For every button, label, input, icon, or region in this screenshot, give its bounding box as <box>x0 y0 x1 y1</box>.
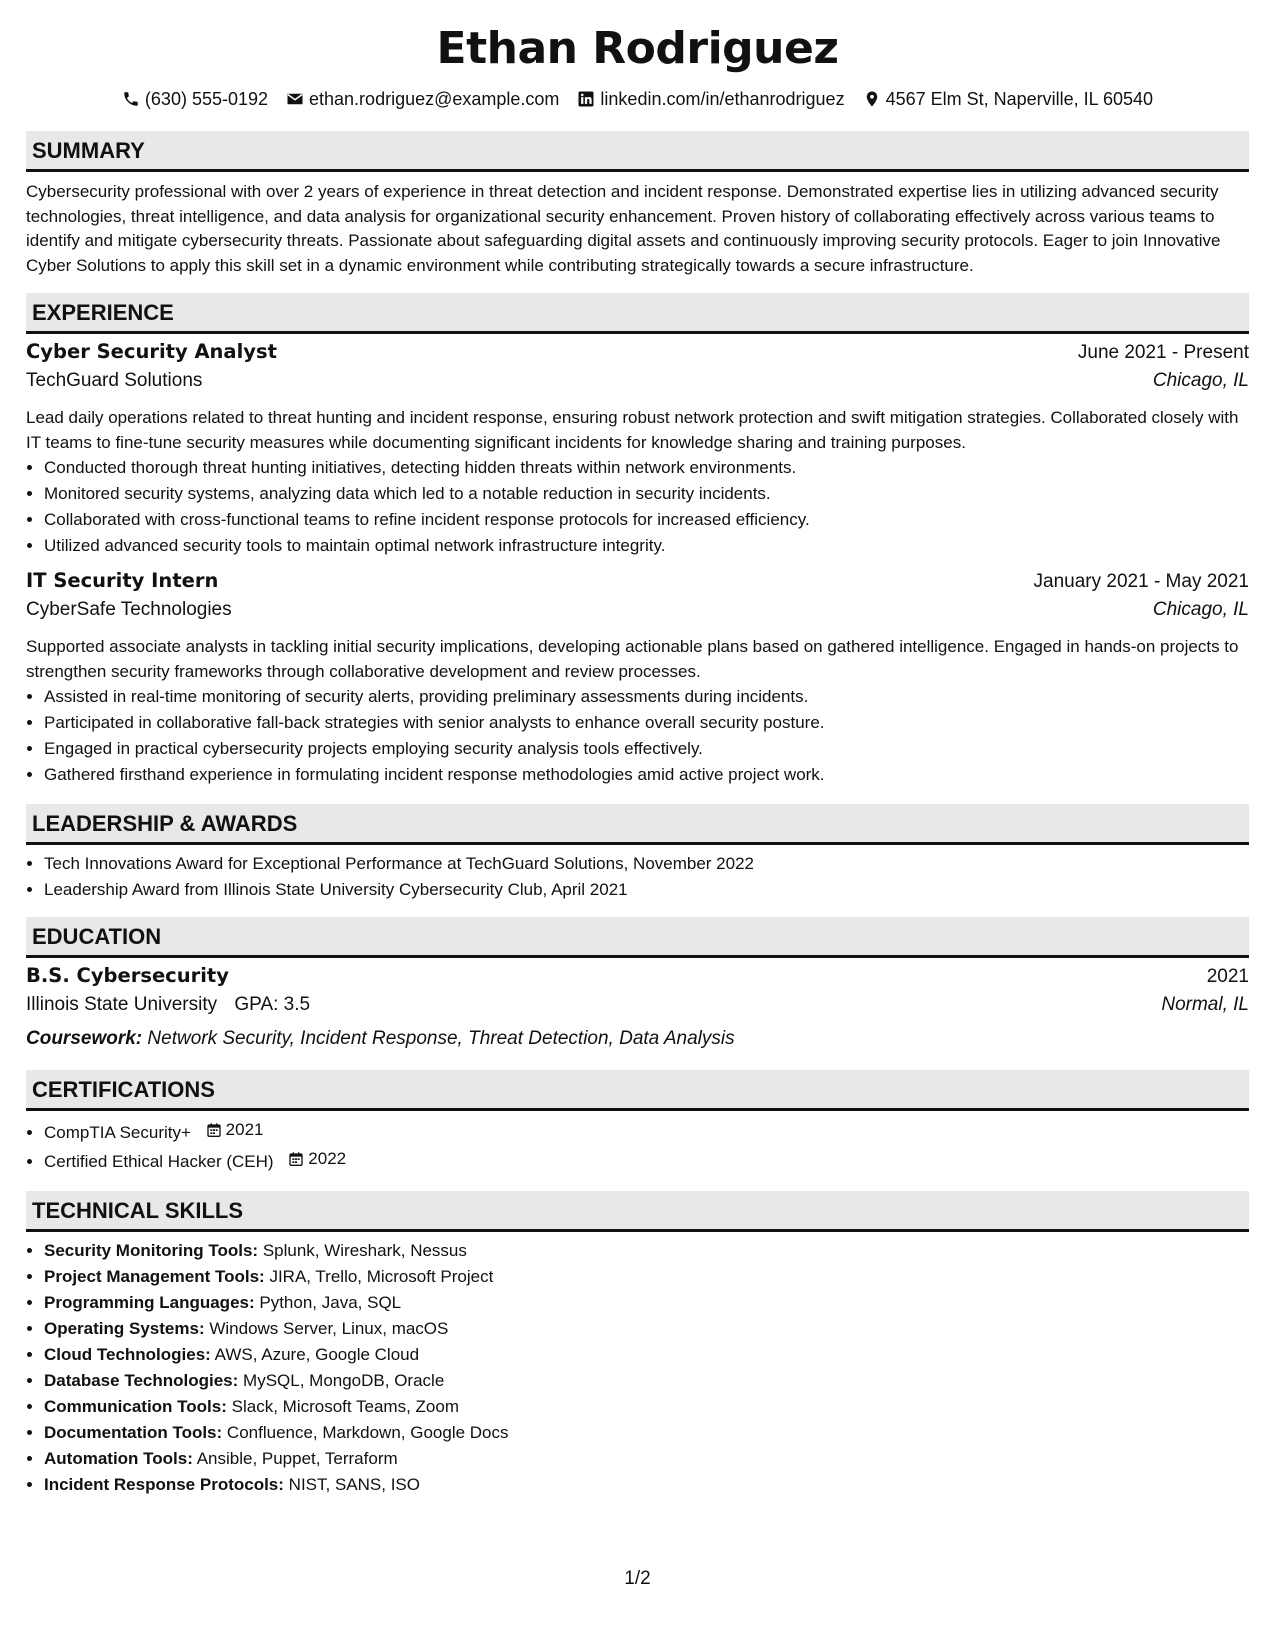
list-item <box>44 1264 1249 1290</box>
list-item: • Tech Innovations Award for Exceptional Performance at TechGuard Solutions, November 2022 <box>44 851 1249 877</box>
skill-value: JIRA, Trello, Microsoft Project <box>269 1267 494 1286</box>
list-item <box>44 1394 1249 1420</box>
contact-linkedin[interactable] <box>577 89 844 110</box>
job-bullets <box>26 455 1249 559</box>
calendar-icon <box>288 1151 304 1167</box>
coursework-list: Network Security, Incident Response, Threat Detection, Data Analysis <box>147 1028 735 1049</box>
list-item <box>44 1146 1249 1175</box>
skill-label: Programming Languages: <box>44 1293 255 1312</box>
certifications-list <box>26 1117 1249 1175</box>
graduation-year: 2021 <box>1206 966 1249 987</box>
list-item <box>44 1117 1249 1146</box>
gpa: GPA: 3.5 <box>234 994 311 1015</box>
section-header-certifications: CERTIFICATIONS <box>26 1070 1249 1111</box>
list-item <box>44 1316 1249 1342</box>
section-header-summary: SUMMARY <box>26 131 1249 172</box>
list-item <box>44 1446 1249 1472</box>
skill-value: Windows Server, Linux, macOS <box>209 1319 449 1338</box>
list-item: • Leadership Award from Illinois State University Cybersecurity Club, April 2021 <box>44 877 1249 903</box>
email-text[interactable]: ethan.rodriguez@example.com <box>309 88 560 109</box>
section-header-leadership: LEADERSHIP & AWARDS <box>26 804 1249 845</box>
skill-value: NIST, SANS, ISO <box>288 1475 420 1494</box>
list-item: • Conducted thorough threat hunting initiatives, detecting hidden threats within network environments. <box>44 455 1249 481</box>
job-company: TechGuard Solutions <box>26 370 203 391</box>
map-pin-icon <box>863 90 881 108</box>
skill-label: Cloud Technologies: <box>44 1345 211 1364</box>
job-title: IT Security Intern <box>26 569 219 592</box>
school-location: Normal, IL <box>1161 994 1249 1015</box>
phone-text: (630) 555-0192 <box>144 88 269 109</box>
skill-value: Splunk, Wireshark, Nessus <box>262 1241 467 1260</box>
linkedin-icon <box>577 90 595 108</box>
section-header-experience: EXPERIENCE <box>26 293 1249 334</box>
summary-text: Cybersecurity professional with over 2 years of experience in threat detection and incident response. Demonstrated expertise lies in utilizing advanced security technologies, threat intelligence, and data analysis for organizational security enhancement. Proven history of collaborating effectively across various teams to identify and mitigate cybersecurity threats. Passionate about safeguarding digital assets and continuously improving security protocols. Eager to join Innovative Cyber Solutions to apply this skill set in a dynamic environment while contributing strategically towards a secure infrastructure. <box>26 182 1221 275</box>
contact-address <box>863 89 1154 110</box>
section-header-education: EDUCATION <box>26 917 1249 958</box>
skill-value: MySQL, MongoDB, Oracle <box>243 1371 445 1390</box>
linkedin-text[interactable]: linkedin.com/in/ethanrodriguez <box>600 88 845 109</box>
skill-label: Database Technologies: <box>44 1371 239 1390</box>
job-description: Supported associate analysts in tackling initial security implications, developing actionable plans based on gathered intelligence. Engaged in hands-on projects to strengthen security frameworks through collaborative development and review processes. <box>26 637 1239 681</box>
leadership-list <box>26 851 1249 903</box>
job-company: CyberSafe Technologies <box>26 599 232 620</box>
cert-name: CompTIA Security+ <box>44 1123 191 1142</box>
list-item <box>44 1420 1249 1446</box>
list-item <box>44 1342 1249 1368</box>
list-item: • Gathered firsthand experience in formulating incident response methodologies amid active project work. <box>44 762 1249 788</box>
page-number: 1/2 <box>624 1568 651 1589</box>
list-item: • Collaborated with cross-functional teams to refine incident response protocols for increased efficiency. <box>44 507 1249 533</box>
candidate-name: Ethan Rodriguez <box>436 23 839 74</box>
list-item: • Participated in collaborative fall-back strategies with senior analysts to enhance overall security posture. <box>44 710 1249 736</box>
job-bullets <box>26 684 1249 788</box>
contact-bar <box>26 86 1249 112</box>
job-dates: January 2021 - May 2021 <box>1033 571 1249 592</box>
job-dates: June 2021 - Present <box>1077 342 1249 363</box>
cert-name: Certified Ethical Hacker (CEH) <box>44 1152 274 1171</box>
skills-list <box>26 1238 1249 1498</box>
school-name: Illinois State University <box>26 994 218 1015</box>
calendar-icon <box>206 1122 222 1138</box>
skill-label: Communication Tools: <box>44 1397 227 1416</box>
list-item: • Utilized advanced security tools to maintain optimal network infrastructure integrity. <box>44 533 1249 559</box>
experience-entry <box>26 340 1249 559</box>
coursework <box>26 1024 1249 1054</box>
skill-label: Automation Tools: <box>44 1449 193 1468</box>
resume-page <box>26 0 1249 1498</box>
job-location: Chicago, IL <box>1152 370 1249 391</box>
job-title: Cyber Security Analyst <box>26 340 277 363</box>
cert-year: 2022 <box>308 1149 347 1168</box>
list-item: • Engaged in practical cybersecurity projects employing security analysis tools effectively. <box>44 736 1249 762</box>
contact-email[interactable] <box>286 89 559 110</box>
list-item <box>44 1368 1249 1394</box>
mail-icon <box>286 90 304 108</box>
skill-label: Project Management Tools: <box>44 1267 265 1286</box>
coursework-label: Coursework: <box>26 1028 143 1049</box>
skill-value: Confluence, Markdown, Google Docs <box>226 1423 509 1442</box>
list-item: • Monitored security systems, analyzing data which led to a notable reduction in security incidents. <box>44 481 1249 507</box>
skill-value: Slack, Microsoft Teams, Zoom <box>231 1397 459 1416</box>
list-item: • Assisted in real-time monitoring of security alerts, providing preliminary assessments during incidents. <box>44 684 1249 710</box>
contact-phone <box>122 89 268 110</box>
list-item <box>44 1238 1249 1264</box>
section-header-skills: TECHNICAL SKILLS <box>26 1191 1249 1232</box>
address-text: 4567 Elm St, Naperville, IL 60540 <box>885 88 1154 109</box>
phone-icon <box>122 90 140 108</box>
list-item <box>44 1472 1249 1498</box>
degree: B.S. Cybersecurity <box>26 964 229 987</box>
education-entry <box>26 964 1249 1054</box>
skill-value: Python, Java, SQL <box>259 1293 402 1312</box>
job-description: Lead daily operations related to threat hunting and incident response, ensuring robust network protection and swift mitigation strategies. Collaborated closely with IT teams to fine-tune security measures while documenting significant incidents for knowledge sharing and training purposes. <box>26 408 1239 452</box>
list-item <box>44 1290 1249 1316</box>
skill-label: Documentation Tools: <box>44 1423 223 1442</box>
job-location: Chicago, IL <box>1152 599 1249 620</box>
skill-label: Security Monitoring Tools: <box>44 1241 259 1260</box>
experience-entry <box>26 569 1249 788</box>
cert-year: 2021 <box>225 1120 264 1139</box>
skill-label: Operating Systems: <box>44 1319 205 1338</box>
skill-value: Ansible, Puppet, Terraform <box>196 1449 398 1468</box>
skill-label: Incident Response Protocols: <box>44 1475 284 1494</box>
skill-value: AWS, Azure, Google Cloud <box>214 1345 420 1364</box>
